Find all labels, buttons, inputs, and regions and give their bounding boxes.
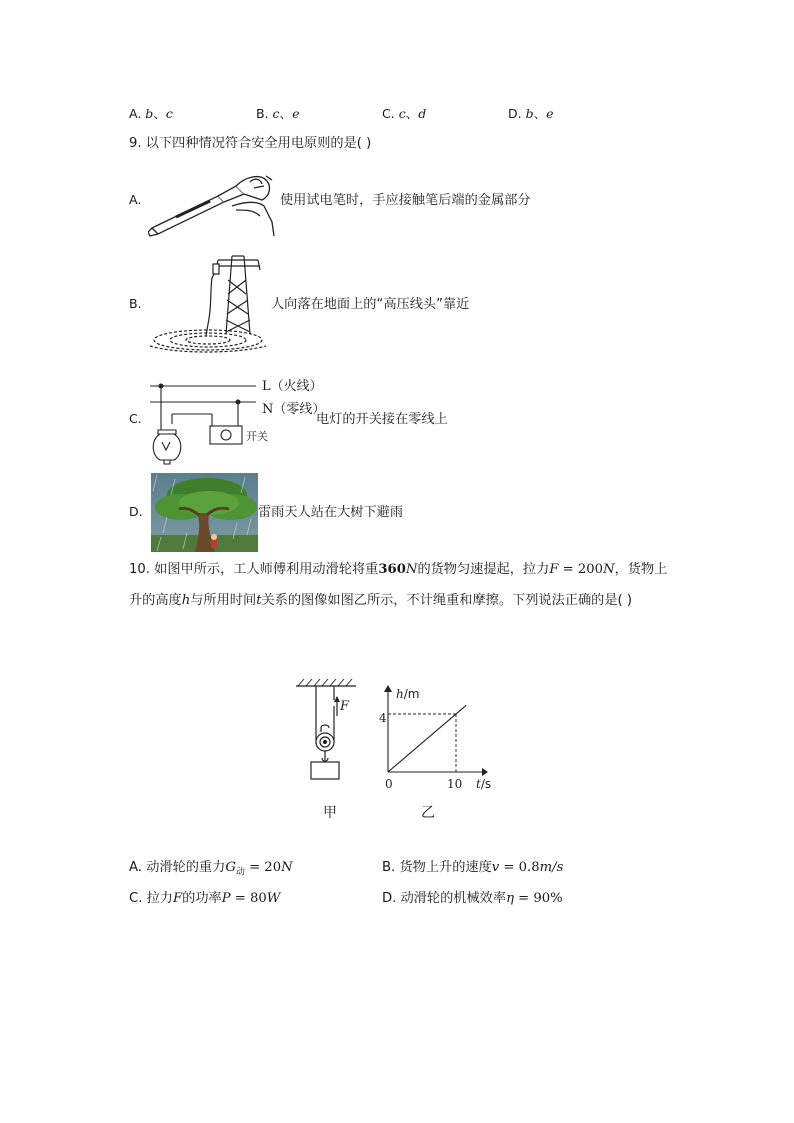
q10-option-d	[382, 889, 563, 909]
stem-unit: N	[603, 562, 615, 577]
stem-var: F	[549, 562, 559, 577]
y-axis-label: h/m	[396, 687, 420, 701]
q10-option-a	[129, 858, 293, 883]
option-var: η	[506, 891, 514, 906]
stem-text: 升的高度	[129, 593, 182, 608]
separator: 、	[405, 106, 419, 121]
option-unit: m/s	[539, 860, 564, 875]
option-value: = 0.8	[499, 860, 540, 875]
option-letter: D.	[382, 891, 397, 906]
live-wire-label: L（火线）	[262, 379, 323, 394]
option-var: G	[225, 860, 236, 875]
option-letter: A.	[129, 860, 142, 875]
stem-number: 200	[577, 562, 604, 577]
option-text: 拉力	[146, 891, 173, 906]
q8-option-d	[508, 104, 554, 122]
option-var: b	[525, 106, 534, 121]
option-text: 动滑轮的重力	[146, 860, 226, 875]
q8-option-a	[129, 104, 173, 122]
option-var: F	[172, 891, 183, 906]
data-line	[388, 705, 466, 772]
option-letter: A.	[129, 106, 142, 121]
q8-option-c	[382, 104, 426, 122]
storm-tree-illustration	[151, 473, 258, 552]
pulley-diagram	[292, 676, 362, 786]
option-var: e	[292, 106, 300, 121]
option-letter: C.	[129, 891, 143, 906]
test-pen-illustration	[148, 166, 280, 238]
x-axis-label: t/s	[476, 777, 492, 791]
stem-text: 10. 如图甲所示，工人师傅利用动滑轮将重	[129, 562, 379, 577]
option-unit: N	[281, 860, 293, 875]
q10-stem-line-2	[129, 591, 632, 611]
pulley-force-label: F	[340, 699, 350, 714]
option-text: 的功率	[182, 891, 222, 906]
option-value: = 90%	[513, 891, 563, 906]
separator: 、	[153, 106, 166, 121]
q10-option-b	[382, 858, 563, 878]
q9-option-a-text: 使用试电笔时，手应接触笔后端的金属部分	[280, 193, 531, 208]
option-subscript: 动	[235, 867, 245, 878]
option-value: = 80	[230, 891, 267, 906]
neutral-wire-label: N（零线）	[262, 402, 326, 417]
stem-text: 与所用时间	[190, 593, 257, 608]
q9-option-c-letter: C.	[129, 411, 142, 426]
option-value: = 20	[244, 860, 282, 875]
option-var: v	[491, 860, 500, 875]
q10-stem-line-1	[129, 560, 667, 580]
stem-unit: N	[405, 562, 418, 577]
separator: 、	[533, 106, 547, 121]
option-var: c	[272, 106, 280, 121]
option-var: b	[145, 106, 154, 121]
option-unit: W	[266, 891, 281, 906]
option-text: 货物上升的速度	[399, 860, 492, 875]
option-letter: D.	[508, 106, 522, 121]
option-var: c	[165, 106, 173, 121]
stem-number: 360	[378, 562, 406, 577]
stem-text: ，货物上	[614, 562, 668, 577]
option-text: 动滑轮的机械效率	[400, 891, 507, 906]
option-letter: C.	[382, 106, 395, 121]
stem-eq: =	[558, 562, 578, 577]
q9-option-a-letter: A.	[129, 192, 142, 207]
q9-option-d-text: 雷雨天人站在大树下避雨	[258, 505, 404, 520]
height-time-graph	[376, 682, 502, 794]
separator: 、	[279, 106, 293, 121]
figure-yi-label: 乙	[421, 805, 435, 821]
q10-option-c	[129, 889, 280, 909]
stem-text: 关系的图像如图乙所示，不计绳重和摩擦。下列说法正确的是( )	[261, 593, 633, 608]
q8-option-b	[256, 104, 299, 122]
q9-option-b-text: 人向落在地面上的“高压线头”靠近	[271, 297, 470, 312]
option-var: d	[418, 106, 427, 121]
q9-stem: 9. 以下四种情况符合安全用电原则的是( )	[129, 136, 372, 151]
option-var: e	[546, 106, 554, 121]
stem-var: h	[181, 593, 191, 608]
q9-option-c-text: 电灯的开关接在零线上	[316, 412, 448, 427]
option-var: c	[398, 106, 406, 121]
option-letter: B.	[256, 106, 269, 121]
option-letter: B.	[382, 860, 396, 875]
y-axis-arrow	[384, 685, 392, 692]
origin-label: 0	[385, 777, 393, 791]
high-voltage-tower-illustration	[146, 250, 272, 358]
option-var: P	[221, 891, 231, 906]
stem-text: 的货物匀速提起，拉力	[417, 562, 550, 577]
q9-option-b-letter: B.	[129, 296, 142, 311]
switch-label: 开关	[246, 430, 268, 443]
q9-option-d-letter: D.	[129, 504, 143, 519]
stem-var: t	[256, 593, 262, 608]
y-tick-label: 4	[379, 711, 387, 725]
x-tick-label: 10	[447, 777, 463, 791]
x-axis-arrow	[482, 768, 488, 776]
figure-jia-label: 甲	[323, 805, 337, 821]
